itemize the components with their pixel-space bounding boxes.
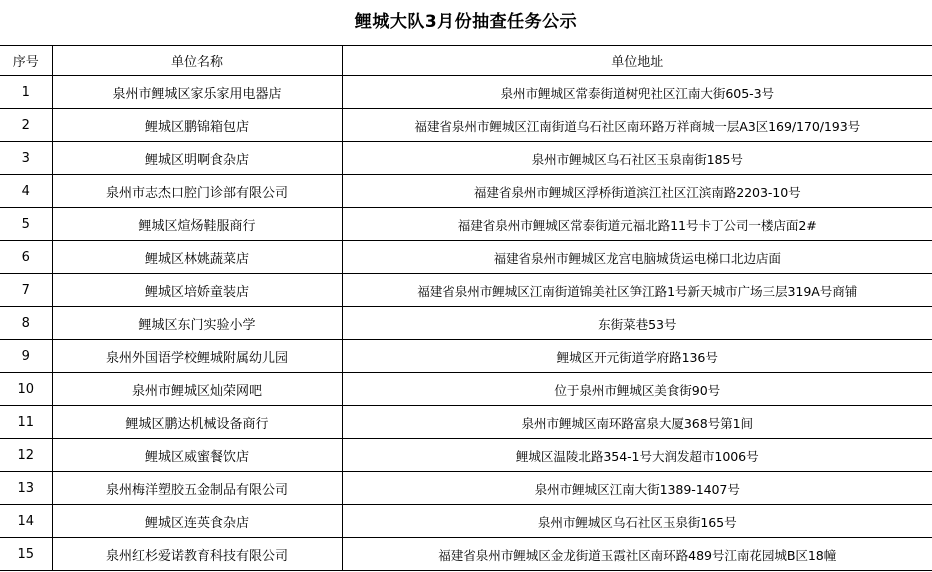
table-row — [0, 538, 932, 571]
cell-name: 鲤城区东门实验小学 — [52, 307, 342, 340]
table-row — [0, 76, 932, 109]
cell-no: 14 — [0, 505, 52, 538]
cell-name: 泉州市鲤城区家乐家用电器店 — [52, 76, 342, 109]
cell-no: 1 — [0, 76, 52, 109]
cell-no: 7 — [0, 274, 52, 307]
cell-no: 12 — [0, 439, 52, 472]
cell-no: 4 — [0, 175, 52, 208]
cell-address: 福建省泉州市鲤城区龙宫电脑城货运电梯口北边店面 — [342, 241, 932, 274]
column-header-name: 单位名称 — [52, 46, 342, 76]
cell-no: 13 — [0, 472, 52, 505]
cell-no: 11 — [0, 406, 52, 439]
cell-address: 泉州市鲤城区江南大街1389-1407号 — [342, 472, 932, 505]
cell-name: 泉州红杉爱诺教育科技有限公司 — [52, 538, 342, 571]
table-row — [0, 505, 932, 538]
table-row — [0, 274, 932, 307]
table-row — [0, 373, 932, 406]
cell-address: 泉州市鲤城区常泰街道树兜社区江南大街605-3号 — [342, 76, 932, 109]
cell-no: 10 — [0, 373, 52, 406]
cell-address: 福建省泉州市鲤城区浮桥街道滨江社区江滨南路2203-10号 — [342, 175, 932, 208]
cell-address: 鲤城区温陵北路354-1号大润发超市1006号 — [342, 439, 932, 472]
cell-address: 位于泉州市鲤城区美食街90号 — [342, 373, 932, 406]
cell-address: 福建省泉州市鲤城区常泰街道元福北路11号卡丁公司一楼店面2# — [342, 208, 932, 241]
cell-name: 鲤城区煊炀鞋服商行 — [52, 208, 342, 241]
cell-name: 鲤城区威蜜餐饮店 — [52, 439, 342, 472]
cell-address: 泉州市鲤城区南环路富泉大厦368号第1间 — [342, 406, 932, 439]
cell-name: 泉州梅洋塑胶五金制品有限公司 — [52, 472, 342, 505]
cell-name: 鲤城区明啊食杂店 — [52, 142, 342, 175]
cell-address: 东街菜巷53号 — [342, 307, 932, 340]
table-row — [0, 307, 932, 340]
column-header-address: 单位地址 — [342, 46, 932, 76]
cell-address: 鲤城区开元街道学府路136号 — [342, 340, 932, 373]
cell-name: 鲤城区鹏锦箱包店 — [52, 109, 342, 142]
cell-address: 福建省泉州市鲤城区江南街道锦美社区笋江路1号新天城市广场三层319A号商铺 — [342, 274, 932, 307]
table-row — [0, 439, 932, 472]
header-row — [0, 46, 932, 76]
table-row — [0, 406, 932, 439]
cell-address: 泉州市鲤城区乌石社区玉泉南街185号 — [342, 142, 932, 175]
table-row — [0, 241, 932, 274]
column-header-no: 序号 — [0, 46, 52, 76]
cell-no: 5 — [0, 208, 52, 241]
cell-name: 鲤城区鹏达机械设备商行 — [52, 406, 342, 439]
cell-name: 鲤城区林姚蔬菜店 — [52, 241, 342, 274]
table-row — [0, 175, 932, 208]
table-row — [0, 208, 932, 241]
cell-name: 泉州外国语学校鲤城附属幼儿园 — [52, 340, 342, 373]
cell-no: 2 — [0, 109, 52, 142]
cell-address: 泉州市鲤城区乌石社区玉泉街165号 — [342, 505, 932, 538]
table-row — [0, 142, 932, 175]
cell-address: 福建省泉州市鲤城区金龙街道玉霞社区南环路489号江南花园城B区18幢 — [342, 538, 932, 571]
table-row — [0, 340, 932, 373]
inspection-table — [0, 45, 932, 571]
page-title: 鲤城大队3月份抽查任务公示 — [0, 0, 932, 46]
cell-address: 福建省泉州市鲤城区江南街道乌石社区南环路万祥商城一层A3区169/170/193号 — [342, 109, 932, 142]
cell-name: 泉州市鲤城区灿荣网吧 — [52, 373, 342, 406]
cell-name: 泉州市志杰口腔门诊部有限公司 — [52, 175, 342, 208]
table-row — [0, 472, 932, 505]
cell-name: 鲤城区连英食杂店 — [52, 505, 342, 538]
cell-no: 9 — [0, 340, 52, 373]
cell-no: 8 — [0, 307, 52, 340]
cell-name: 鲤城区培娇童装店 — [52, 274, 342, 307]
table-row — [0, 109, 932, 142]
cell-no: 15 — [0, 538, 52, 571]
cell-no: 6 — [0, 241, 52, 274]
cell-no: 3 — [0, 142, 52, 175]
